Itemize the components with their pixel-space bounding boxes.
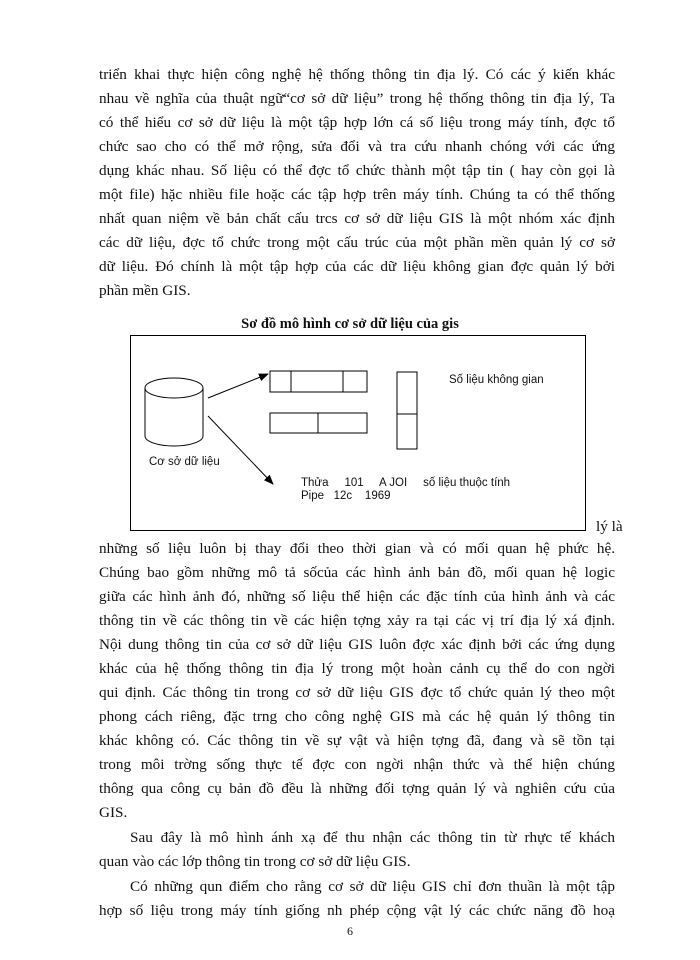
arrow-to-spatial: [208, 374, 268, 398]
line-fragment: lý là: [596, 518, 623, 535]
text-line: dữ liệu. Đó chính là một tập hợp của các dữ liệu không gian đợc quản lý bởi: [99, 258, 615, 275]
database-cylinder-icon: [145, 378, 203, 446]
database-model-diagram: [130, 335, 586, 531]
spatial-data-label: Số liệu không gian: [449, 374, 544, 386]
text-line: nhất quan niệm về bản chất cấu trcs cơ sở dữ liệu GIS là một nhóm xác định: [99, 210, 615, 227]
text-line: Sau đây là mô hình ánh xạ để thu nhận các thông tin từ rhực tế khách: [130, 829, 615, 846]
text-line: quan vào các lớp thông tin trong cơ sở dữ liệu GIS.: [99, 853, 411, 870]
text-line: GIS.: [99, 804, 128, 821]
diagram-title: Sơ đồ mô hình cơ sở dữ liệu của gis: [241, 316, 459, 332]
text-line: giữa các hình ảnh đó, những số liệu thể hiện các đặc tính của hình ảnh và các: [99, 588, 615, 605]
text-line: qui định. Các thông tin trong cơ sở dữ liệu GIS đợc tổ chức quản lý theo một: [99, 684, 615, 701]
text-line: khác của hệ thống thông tin địa lý trong một hoàn cảnh cụ thể do con ngời: [99, 660, 615, 677]
text-line: Có những qun điểm cho rằng cơ sở dữ liệu GIS chỉ đơn thuần là một tập: [130, 878, 615, 895]
text-line: hợp số liệu trong máy tính giống nh phép cộng vật lý các chức năng đồ hoạ: [99, 902, 615, 919]
text-line: trong môi trờng sống thực tế đợc con ngời nhận thức và thể hiện chúng: [99, 756, 615, 773]
text-line: có thể hiểu cơ sở dữ liệu là một tập hợp lớn cá số liệu trong máy tính, đợc tổ: [99, 114, 615, 131]
text-line: phong cách riêng, đặc trng cho công nghệ GIS mà các hệ quản lý thông tin: [99, 708, 615, 725]
arrow-to-attribute: [208, 416, 273, 484]
page-number: 6: [347, 924, 353, 938]
text-line: một file) hặc nhiều file hoặc các tập hợp trên máy tính. Chúng ta có thể thống: [99, 186, 615, 203]
text-line: những số liệu luôn bị thay đổi theo thời gian và có mối quan hệ phức hệ.: [99, 540, 615, 557]
text-line: thông tin về các thông tin về các hiện tợng xảy ra tại các vị trí địa lý xá định.: [99, 612, 615, 629]
database-label: Cơ sở dữ liệu: [149, 456, 220, 468]
text-line: phần mền GIS.: [99, 282, 191, 299]
diagram-graphics: [131, 336, 587, 532]
text-line: triển khai thực hiện công nghệ hệ thống thông tin địa lý. Có các ý kiến khác: [99, 66, 615, 83]
text-line: khác không có. Các thông tin về sự vật và hiện tợng đã, đang và sẽ tồn tại: [99, 732, 615, 749]
spatial-record-1: [270, 371, 367, 392]
spatial-record-2: [270, 413, 367, 433]
text-line: chức sao cho có thể mở rộng, sửa đổi và tra cứu nhanh chóng với các ứng: [99, 138, 615, 155]
text-line: các dữ liệu, đợc tổ chức trong một cấu trúc của một phần mền quản lý cơ sở: [99, 234, 615, 251]
text-line: Nội dung thông tin của cơ sở dữ liệu GIS luôn đợc xác định bởi các ứng dụng: [99, 636, 615, 653]
text-line: Chúng bao gồm những mô tả sốcủa các hình ảnh bản đồ, mối quan hệ logic: [99, 564, 615, 581]
attribute-row-1: Thửa 101 A JOI số liệu thuộc tính: [301, 477, 511, 489]
attribute-row-2: Pipe 12c 1969: [301, 490, 391, 502]
text-line: nhau về nghĩa của thuật ngữ“cơ sở dữ liệu” trong hệ thống thông tin địa lý, Ta: [99, 90, 615, 107]
text-line: dụng khác nhau. Số liệu có thể đợc tổ chức thành một tập tin ( hay còn gọi là: [99, 162, 615, 179]
spatial-record-vertical: [397, 372, 417, 449]
text-line: thông qua công cụ bản đồ đều là những đối tợng quản lý và nghiên cứu của: [99, 780, 615, 797]
